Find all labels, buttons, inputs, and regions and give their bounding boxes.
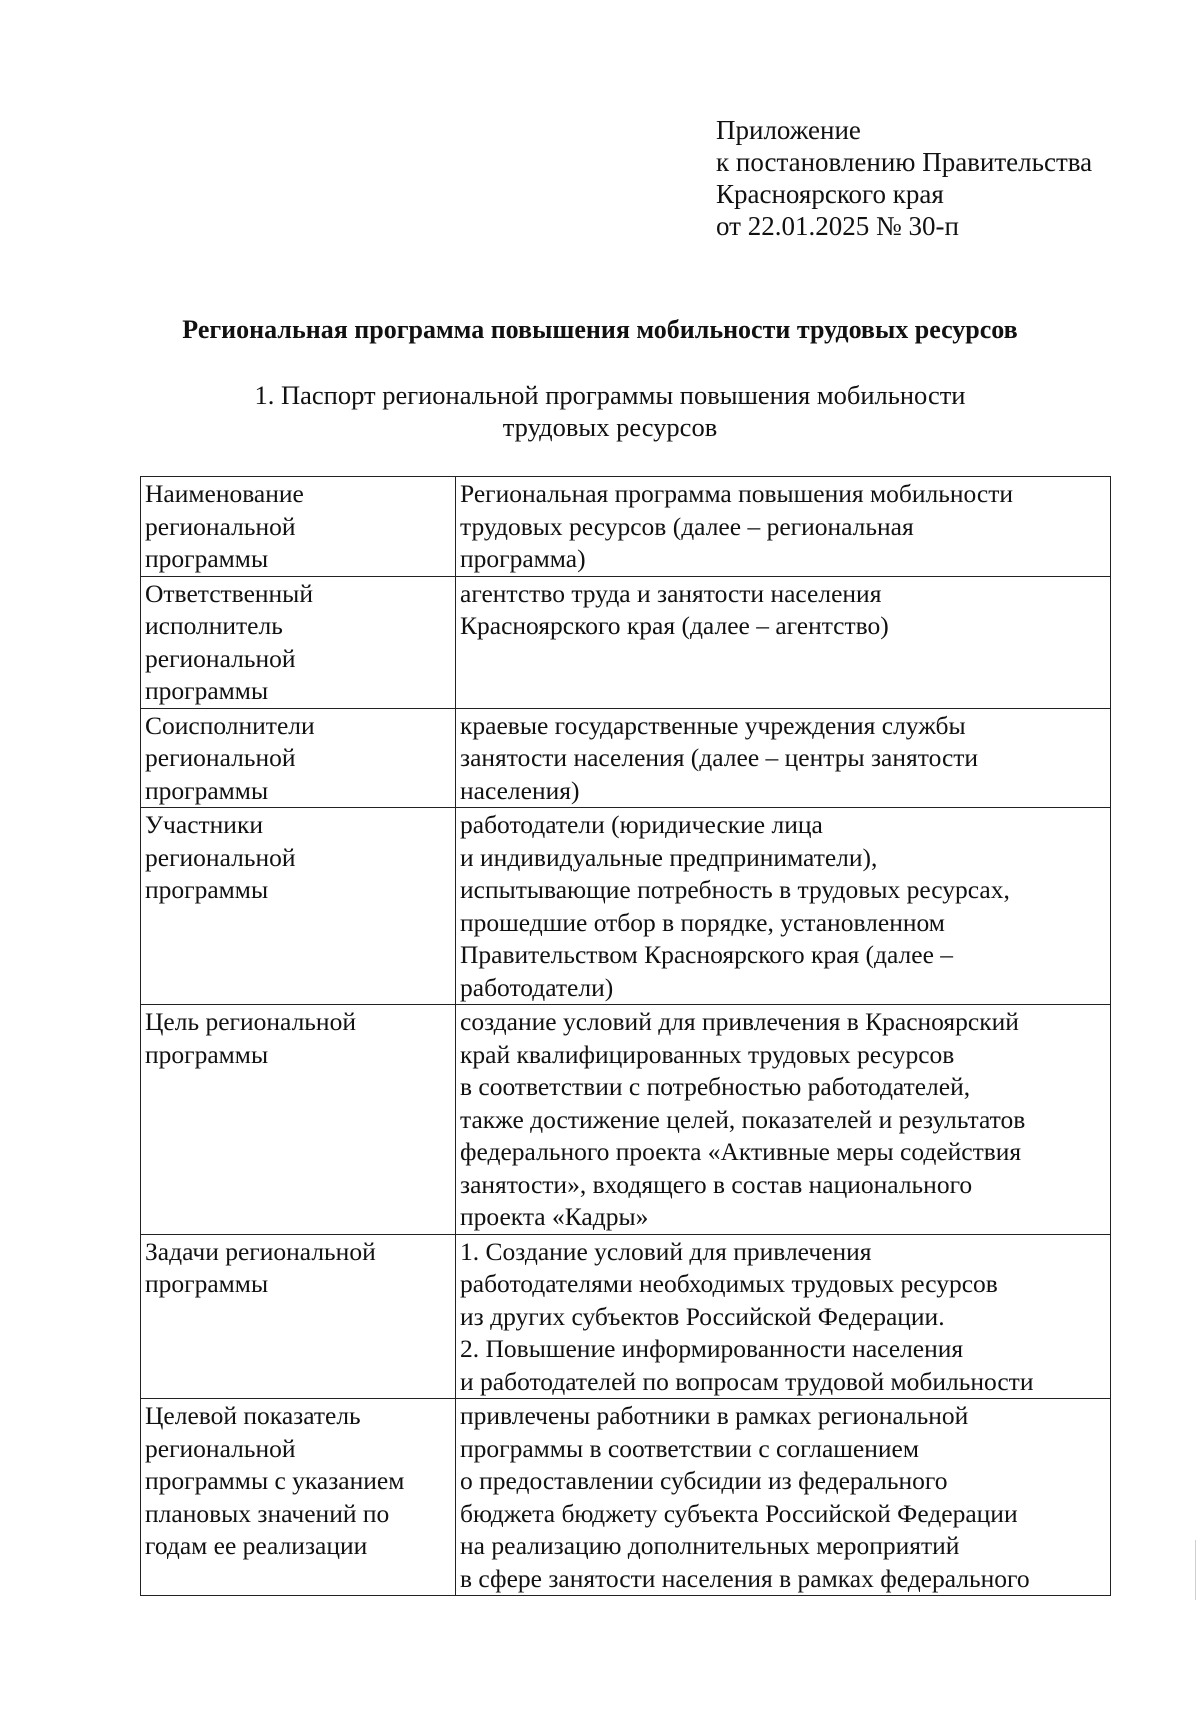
row-value-line: 2. Повышение информированности населения (460, 1334, 964, 1363)
row-label-line: региональной (145, 743, 296, 772)
section-title (0, 379, 1200, 443)
row-value-line: программы в соответствии с соглашением (460, 1433, 919, 1463)
row-value-line: испытывающие потребность в трудовых ресурсах, (460, 875, 1010, 904)
row-label-line: программы (145, 775, 269, 805)
row-label-line: Целевой показатель (145, 1401, 361, 1430)
table-row (141, 708, 1111, 808)
row-value-line: населения) (460, 775, 580, 805)
row-value-line: из других субъектов Российской Федерации. (460, 1301, 945, 1331)
row-label-line: программы (145, 1039, 269, 1069)
row-label-cell (141, 1234, 456, 1399)
document-title: Региональная программа повышения мобильности трудовых ресурсов (182, 315, 1018, 344)
row-value-line: работодателями необходимых трудовых ресурсов (460, 1269, 998, 1298)
row-label-cell (141, 808, 456, 1005)
row-label-line: исполнитель (145, 611, 283, 640)
row-label-cell (141, 1005, 456, 1235)
row-value-line: Правительством Красноярского края (далее – (460, 940, 954, 969)
row-value-line: занятости», входящего в состав национального (460, 1169, 973, 1199)
table-row (141, 1005, 1111, 1235)
row-label-cell (141, 576, 456, 708)
row-value-cell (456, 1005, 1111, 1235)
row-label-line: региональной (145, 1433, 296, 1463)
passport-table (140, 476, 1111, 1596)
row-value-line: Красноярского края (далее – агентство) (460, 611, 889, 640)
row-label-line: региональной (145, 511, 296, 541)
row-value-line: работодатели (юридические лица (460, 810, 823, 839)
row-label-line: плановых значений по (145, 1498, 390, 1528)
row-value-line: агентство труда и занятости населения (460, 578, 882, 608)
row-label-line: годам ее реализации (145, 1531, 368, 1560)
appendix-block (716, 114, 1092, 242)
row-label-cell (141, 708, 456, 808)
table-row (141, 1399, 1111, 1596)
row-value-cell (456, 808, 1111, 1005)
row-value-line: проекта «Кадры» (460, 1202, 649, 1231)
row-label-cell (141, 1399, 456, 1596)
row-value-line: на реализацию дополнительных мероприятий (460, 1531, 960, 1560)
table-row (141, 477, 1111, 577)
row-value-line: и индивидуальные предприниматели), (460, 842, 878, 872)
table-row (141, 808, 1111, 1005)
row-label-line: программы (145, 544, 269, 573)
row-label-line: программы с указанием (145, 1466, 405, 1495)
row-label-line: Наименование (145, 479, 304, 508)
section-title-line: трудовых ресурсов (502, 412, 718, 442)
row-value-line: занятости населения (далее – центры занятости (460, 743, 979, 772)
row-value-line: о предоставлении субсидии из федерального (460, 1466, 948, 1495)
appendix-line: к постановлению Правительства (716, 147, 1093, 177)
row-value-line: привлечены работники в рамках региональной (460, 1401, 969, 1430)
appendix-line: Приложение (716, 115, 861, 145)
row-label-line: региональной (145, 643, 296, 673)
row-value-line: также достижение целей, показателей и результатов (460, 1104, 1026, 1134)
row-label-line: программы (145, 1269, 269, 1298)
passport-table-body (141, 477, 1111, 1596)
row-label-line: программы (145, 676, 269, 705)
row-label-line: Ответственный (145, 578, 313, 608)
row-value-cell (456, 1399, 1111, 1596)
section-title-line: 1. Паспорт региональной программы повышения мобильности (254, 380, 966, 410)
row-label-cell (141, 477, 456, 577)
row-value-cell (456, 576, 1111, 708)
row-label-line: Цель региональной (145, 1007, 356, 1036)
row-label-line: Задачи региональной (145, 1236, 376, 1266)
row-value-line: в сфере занятости населения в рамках федерального (460, 1563, 1030, 1593)
row-value-line: трудовых ресурсов (далее – региональная (460, 511, 914, 541)
row-value-line: 1. Создание условий для привлечения (460, 1236, 872, 1266)
row-value-cell (456, 708, 1111, 808)
row-value-line: краевые государственные учреждения службы (460, 710, 966, 740)
appendix-line: от 22.01.2025 № 30-п (716, 211, 959, 241)
row-value-line: в соответствии с потребностью работодателей, (460, 1072, 971, 1101)
row-value-line: создание условий для привлечения в Красноярский (460, 1007, 1019, 1036)
table-row (141, 1234, 1111, 1399)
row-value-line: бюджета бюджету субъекта Российской Федерации (460, 1498, 1018, 1528)
row-value-cell (456, 1234, 1111, 1399)
row-value-line: и работодателей по вопросам трудовой мобильности (460, 1366, 1034, 1396)
appendix-line: Красноярского края (716, 179, 944, 209)
scan-edge-mark (1195, 1540, 1196, 1600)
row-label-line: программы (145, 875, 269, 904)
table-row (141, 576, 1111, 708)
row-value-line: прошедшие отбор в порядке, установленном (460, 907, 945, 937)
row-value-line: край квалифицированных трудовых ресурсов (460, 1039, 955, 1069)
row-value-cell (456, 477, 1111, 577)
row-label-line: Участники (145, 810, 263, 839)
row-value-line: программа) (460, 544, 586, 573)
row-value-line: работодатели) (460, 972, 614, 1002)
row-label-line: региональной (145, 842, 296, 872)
row-value-line: Региональная программа повышения мобильности (460, 479, 1014, 508)
row-value-line: федерального проекта «Активные меры содействия (460, 1137, 1022, 1166)
row-label-line: Соисполнители (145, 710, 315, 740)
